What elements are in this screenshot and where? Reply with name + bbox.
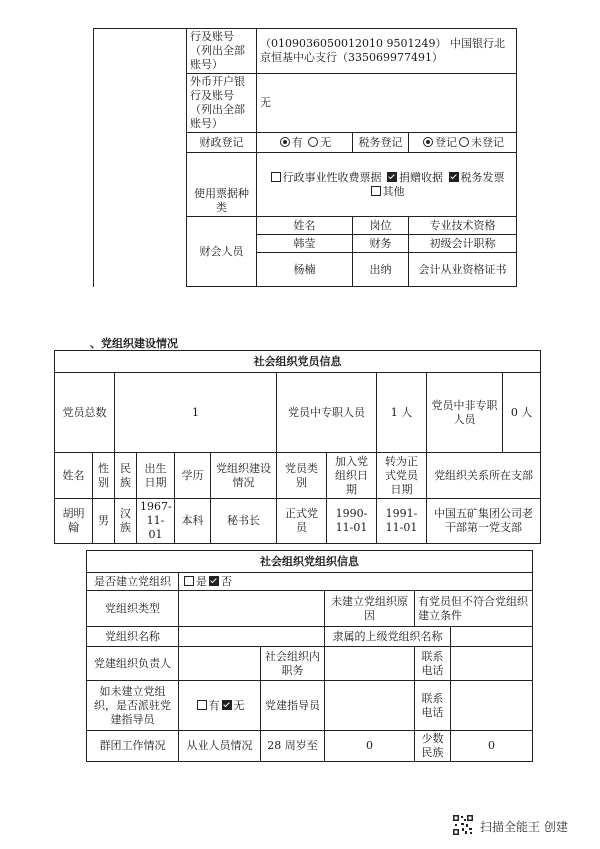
phone-label-2: 联系电话 xyxy=(415,681,451,731)
invoice-opt1-checkbox[interactable] xyxy=(271,172,281,182)
member-building: 秘书长 xyxy=(211,499,277,544)
member-name: 胡明翰 xyxy=(55,499,93,544)
acct-row-post: 财务 xyxy=(353,235,409,253)
member-education: 本科 xyxy=(175,499,211,544)
invoice-type-options xyxy=(257,153,517,217)
nonfulltime-label: 党员中非专职人员 xyxy=(427,373,503,453)
established-yes-checkbox[interactable] xyxy=(184,576,194,586)
instructor-have-checkbox[interactable] xyxy=(197,700,207,710)
leader-label: 党建组织负责人 xyxy=(87,647,179,681)
tax-unregistered-label: 未登记 xyxy=(471,135,504,149)
tax-registration-label: 税务登记 xyxy=(353,133,409,153)
age-value: 0 xyxy=(325,731,415,762)
members-header-birthdate: 出生日期 xyxy=(137,453,175,499)
fiscal-no-label: 无 xyxy=(320,135,332,149)
minority-value: 0 xyxy=(451,731,533,762)
member-join-date: 1990-11-01 xyxy=(327,499,377,544)
forex-account-value: 无 xyxy=(257,74,517,133)
members-header-building: 党组织建设情况 xyxy=(211,453,277,499)
fiscal-registration-label: 财政登记 xyxy=(187,133,257,153)
invoice-opt3-checkbox[interactable] xyxy=(449,172,459,182)
phone-value xyxy=(451,647,533,681)
fiscal-no-radio[interactable] xyxy=(308,137,318,147)
members-header-category: 党员类别 xyxy=(277,453,327,499)
total-members-label: 党员总数 xyxy=(55,373,115,453)
instructor-not-have-checkbox[interactable] xyxy=(222,700,232,710)
members-title: 社会组织党员信息 xyxy=(55,351,541,373)
member-birthdate: 1967-11-01 xyxy=(137,499,175,544)
reason-value: 有党员但不符合党组织建立条件 xyxy=(415,591,533,627)
party-org-table xyxy=(86,550,533,762)
tax-registered-radio[interactable] xyxy=(423,137,433,147)
members-header-join-date: 加入党组织日期 xyxy=(327,453,377,499)
members-header-gender: 性别 xyxy=(93,453,115,499)
total-members-value: 1 xyxy=(115,373,277,453)
post-label: 社会组织内职务 xyxy=(261,647,325,681)
acct-header-name: 姓名 xyxy=(257,217,353,235)
instructor-options xyxy=(179,681,261,731)
parent-org-label: 隶属的上级党组织名称 xyxy=(325,627,451,647)
reason-label: 未建立党组织原因 xyxy=(325,591,415,627)
mass-work-label: 群团工作情况 xyxy=(87,731,179,762)
members-header-ethnicity: 民族 xyxy=(115,453,137,499)
invoice-opt2-label: 捐赠收据 xyxy=(399,170,443,184)
post-value xyxy=(325,647,415,681)
invoice-opt4-label: 其他 xyxy=(382,184,405,198)
member-category: 正式党员 xyxy=(277,499,327,544)
tax-registered-label: 登记 xyxy=(435,135,457,149)
fiscal-registration-options xyxy=(257,133,353,153)
fiscal-yes-radio[interactable] xyxy=(280,137,290,147)
acct-row-name: 杨楠 xyxy=(257,253,353,287)
acct-row-qualification: 会计从业资格证书 xyxy=(409,253,517,287)
instructor-not-have-label: 无 xyxy=(233,698,245,712)
acct-row-name: 韩莹 xyxy=(257,235,353,253)
nonfulltime-value: 0 人 xyxy=(503,373,541,453)
section-heading: 、党组织建设情况 xyxy=(90,337,178,350)
member-full-date: 1991-11-01 xyxy=(377,499,427,544)
org-name-value xyxy=(179,627,325,647)
instructor-have-label: 有 xyxy=(208,698,220,712)
established-no-checkbox[interactable] xyxy=(209,576,219,586)
instructor-label: 党建指导员 xyxy=(261,681,325,731)
acct-header-post: 岗位 xyxy=(353,217,409,235)
minority-label: 少数民族 xyxy=(415,731,451,762)
invoice-opt2-checkbox[interactable] xyxy=(387,172,397,182)
established-label: 是否建立党组织 xyxy=(87,573,179,591)
fiscal-yes-label: 有 xyxy=(291,135,303,149)
accounting-staff-label: 财会人员 xyxy=(187,217,257,287)
members-header-full-date: 转为正式党员日期 xyxy=(377,453,427,499)
parent-org-value xyxy=(451,627,533,647)
age-label: 28 周岁至 xyxy=(261,731,325,762)
bank-account-label: 行及账号（列出全部账号） xyxy=(187,29,257,74)
member-branch: 中国五矿集团公司老干部第一党支部 xyxy=(427,499,541,544)
members-header-branch: 党组织关系所在支部 xyxy=(427,453,541,499)
member-gender: 男 xyxy=(93,499,115,544)
invoice-type-label: 使用票据种类 xyxy=(187,153,257,217)
member-ethnicity: 汉族 xyxy=(115,499,137,544)
qr-code-icon xyxy=(452,814,474,836)
bank-account-value: （0109036050012010 9501249） 中国银行北京恒基中心支行（335069977491） xyxy=(257,29,517,74)
scanner-watermark: 扫描全能王 创建 xyxy=(480,820,568,834)
acct-row-qualification: 初级会计职称 xyxy=(409,235,517,253)
fulltime-label: 党员中专职人员 xyxy=(277,373,377,453)
tax-registration-options xyxy=(409,133,517,153)
members-header-name: 姓名 xyxy=(55,453,93,499)
phone-value-2 xyxy=(451,681,533,731)
org-type-label: 党组织类型 xyxy=(87,591,179,627)
staff-label: 从业人员情况 xyxy=(179,731,261,762)
fulltime-value: 1 人 xyxy=(377,373,427,453)
acct-row-post: 出纳 xyxy=(353,253,409,287)
leader-value xyxy=(179,647,261,681)
invoice-opt4-checkbox[interactable] xyxy=(371,186,381,196)
established-no-label: 否 xyxy=(221,574,232,588)
instructor-question: 如未建立党组织，是否派驻党建指导员 xyxy=(87,681,179,731)
org-type-value xyxy=(179,591,325,627)
finance-table xyxy=(93,28,517,287)
established-yes-label: 是 xyxy=(196,574,207,588)
members-header-education: 学历 xyxy=(175,453,211,499)
invoice-opt3-label: 税务发票 xyxy=(460,170,505,184)
instructor-value xyxy=(325,681,415,731)
tax-unregistered-radio[interactable] xyxy=(459,137,469,147)
table-row xyxy=(55,499,541,544)
org-name-label: 党组织名称 xyxy=(87,627,179,647)
org-title: 社会组织党组织信息 xyxy=(87,551,533,573)
invoice-opt1-label: 行政事业性收费票据 xyxy=(282,170,382,184)
party-members-table xyxy=(54,350,541,544)
phone-label: 联系电话 xyxy=(415,647,451,681)
left-blank-column xyxy=(94,29,187,287)
established-options xyxy=(179,573,533,591)
acct-header-qualification: 专业技术资格 xyxy=(409,217,517,235)
forex-account-label: 外币开户银行及账号（列出全部账号） xyxy=(187,74,257,133)
